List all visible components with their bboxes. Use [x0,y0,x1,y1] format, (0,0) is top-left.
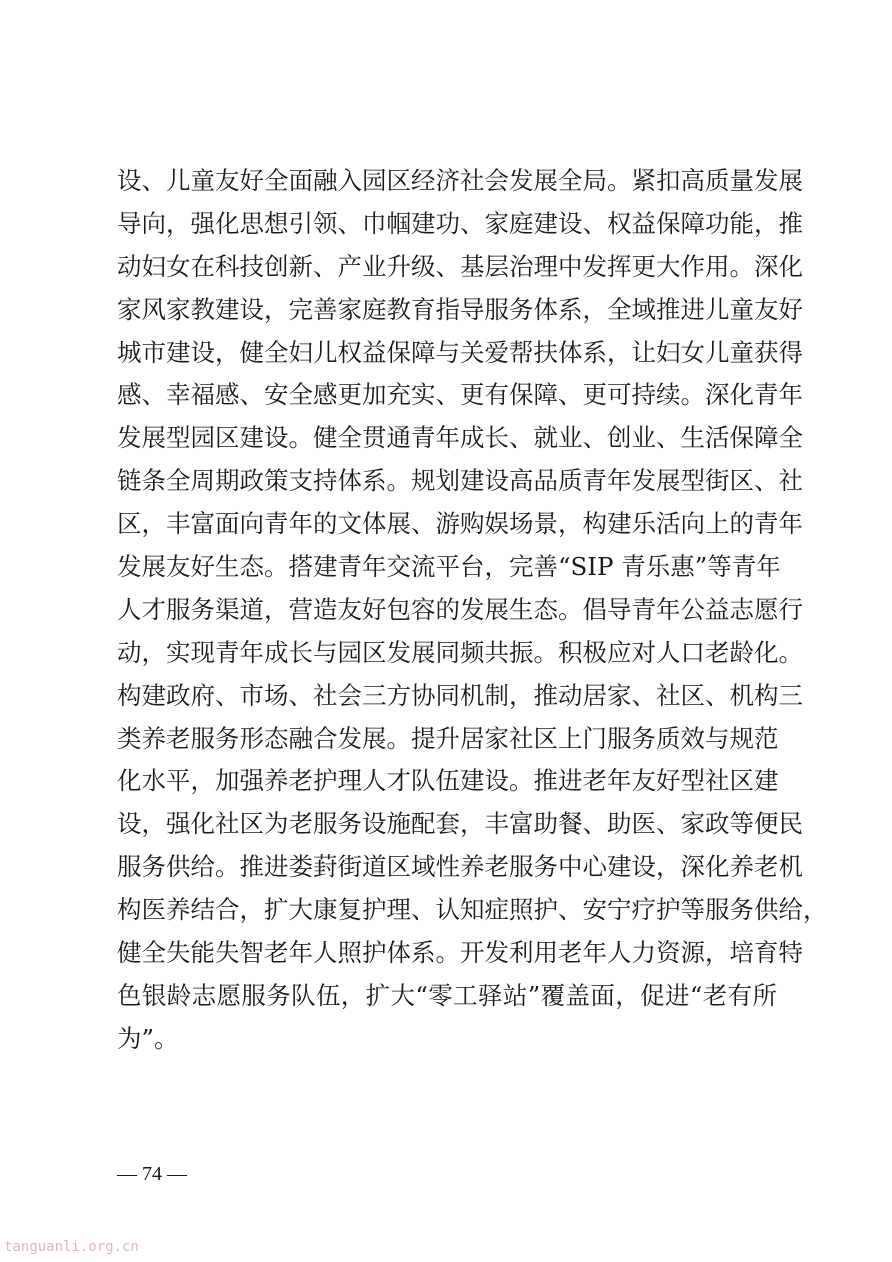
text-line: 设，强化社区为老服务设施配套，丰富助餐、助医、家政等便民 [117,809,803,839]
text-line: 健全失能失智老年人照护体系。开发利用老年人力资源，培育特 [117,938,803,968]
text-line: 服务供给。推进娄葑街道区域性养老服务中心建设，深化养老机 [117,852,803,882]
text-line: 化水平，加强养老护理人才队伍建设。推进老年友好型社区建 [117,766,779,796]
text-line: 城市建设，健全妇儿权益保障与关爱帮扶体系，让妇女儿童获得 [117,337,803,367]
watermark: tanguanli.org.cn [4,1239,139,1255]
text-line: 色银龄志愿服务队伍，扩大“零工驿站”覆盖面，促进“老有所 [117,980,777,1010]
text-line: 设、儿童友好全面融入园区经济社会发展全局。紧扣高质量发展 [117,166,803,195]
text-line: 家风家教建设，完善家庭教育指导服务体系，全域推进儿童友好 [117,294,803,324]
text-line: 动，实现青年成长与园区发展同频共振。积极应对人口老龄化。 [117,637,803,667]
text-line: 感、幸福感、安全感更加充实、更有保障、更可持续。深化青年 [117,380,803,410]
text-line: 构建政府、市场、社会三方协同机制，推动居家、社区、机构三 [117,680,803,710]
text-line: 链条全周期政策支持体系。规划建设高品质青年发展型街区、社 [117,466,803,496]
text-line: 构医养结合，扩大康复护理、认知症照护、安宁疗护等服务供给， [117,895,828,925]
text-line: 区，丰富面向青年的文体展、游购娱场景，构建乐活向上的青年 [117,509,803,539]
text-line: 动妇女在科技创新、产业升级、基层治理中发挥更大作用。深化 [117,251,803,281]
page-number: — 74 — [117,1163,187,1185]
text-line: 人才服务渠道，营造友好包容的发展生态。倡导青年公益志愿行 [117,594,803,624]
text-line: 类养老服务形态融合发展。提升居家社区上门服务质效与规范 [117,723,779,753]
text-line: 为”。 [117,1023,179,1053]
text-line: 发展友好生态。搭建青年交流平台，完善“SIP 青乐惠”等青年 [117,552,781,582]
body-paragraph [117,160,828,1061]
text-line: 发展型园区建设。健全贯通青年成长、就业、创业、生活保障全 [117,423,803,453]
text-line: 导向，强化思想引领、巾帼建功、家庭建设、权益保障功能，推 [117,208,803,238]
